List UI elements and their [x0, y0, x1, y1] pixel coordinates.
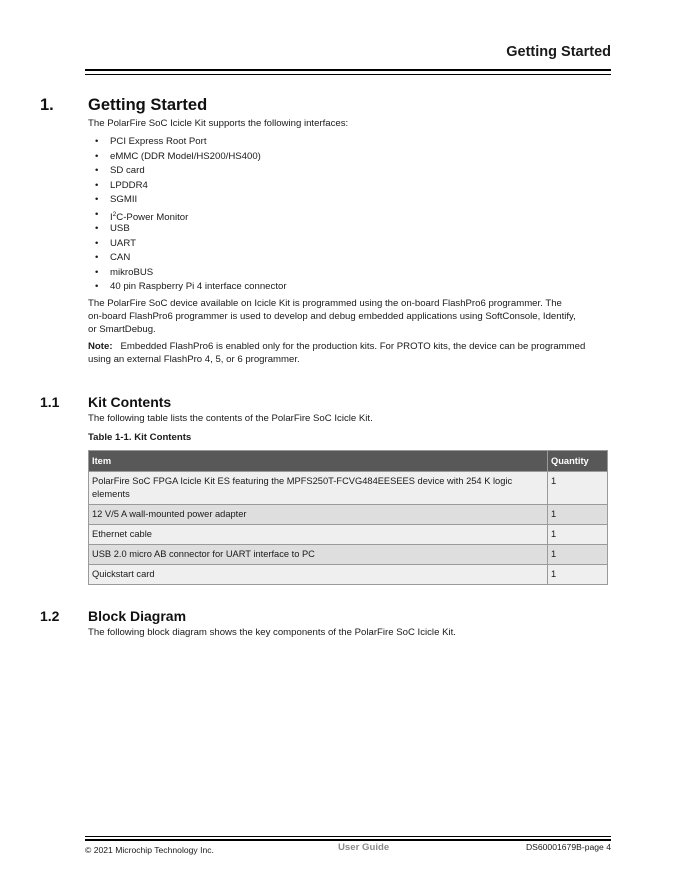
item-cell: Quickstart card — [89, 565, 548, 585]
header-rule-thick — [85, 69, 611, 71]
list-item: • LPDDR4 — [95, 179, 148, 191]
item-cell: USB 2.0 micro AB connector for UART interface to PC — [89, 545, 548, 565]
footer-rule-thick — [85, 839, 611, 841]
section-number: 1.1 — [40, 394, 60, 410]
list-item: • SGMII — [95, 194, 138, 205]
list-item: • UART — [95, 237, 136, 249]
table-row — [89, 472, 608, 505]
note-label: Note: — [88, 341, 113, 352]
quantity-cell: 1 — [548, 565, 608, 585]
quantity-cell: 1 — [548, 472, 608, 505]
quantity-cell: 1 — [548, 545, 608, 565]
section-title: Block Diagram — [88, 608, 187, 624]
table-row — [89, 505, 608, 525]
section-number: 1.2 — [40, 608, 60, 624]
list-item: • 40 pin Raspberry Pi 4 interface connector — [95, 281, 287, 292]
kit-contents-intro: The following table lists the contents of the PolarFire SoC Icicle Kit. — [88, 413, 373, 424]
interfaces-intro: The PolarFire SoC Icicle Kit supports the following interfaces: — [88, 118, 349, 129]
running-header-title: Getting Started — [506, 44, 611, 60]
column-header-quantity: Quantity — [548, 451, 608, 472]
item-cell: 12 V/5 A wall-mounted power adapter — [89, 505, 548, 525]
table-header-row — [89, 451, 608, 472]
table-row — [89, 565, 608, 585]
item-cell: Ethernet cable — [89, 525, 548, 545]
flashpro-paragraph: The PolarFire SoC device available on Icicle Kit is programmed using the on-board FlashPro6 programmer. The on-board FlashPro6 programmer is used to develop and debug embedded applications using SoftConsole, Identify, or SmartDebug. — [88, 298, 576, 335]
interfaces-list — [95, 135, 287, 295]
kit-contents-table — [88, 450, 608, 585]
quantity-cell: 1 — [548, 525, 608, 545]
list-item: • CAN — [95, 252, 131, 263]
table-row — [89, 525, 608, 545]
block-diagram-intro: The following block diagram shows the key components of the PolarFire SoC Icicle Kit. — [88, 627, 456, 638]
footer-page-number: DS60001679B-page 4 — [525, 842, 611, 852]
list-item: • SD card — [95, 165, 145, 176]
table-row — [89, 545, 608, 565]
note-block: Note: Embedded FlashPro6 is enabled only for the production kits. For PROTO kits, the device can be programmed using an external FlashPro 4, 5, or 6 programmer. — [88, 341, 586, 365]
footer-copyright: © 2021 Microchip Technology Inc. — [85, 845, 214, 855]
list-item: • $I^2C$-Power Monitor — [95, 208, 189, 223]
list-item: • eMMC (DDR Model/HS200/HS400) — [95, 150, 261, 162]
footer-doc-type: User Guide — [338, 842, 390, 853]
table-caption: Table 1-1. Kit Contents — [88, 432, 192, 443]
quantity-cell: 1 — [548, 505, 608, 525]
list-item: • PCI Express Root Port — [95, 136, 207, 147]
footer-rule-thin — [85, 836, 611, 837]
header-rule-thin — [85, 74, 611, 75]
section-title: Getting Started — [88, 96, 208, 114]
column-header-item: Item — [89, 451, 548, 472]
item-cell: PolarFire SoC FPGA Icicle Kit ES featuring the MPFS250T-FCVG484EESEES device with 254 K logic elements — [89, 472, 548, 505]
list-item: • USB — [95, 223, 130, 234]
list-item: • mikroBUS — [95, 266, 154, 278]
section-title: Kit Contents — [88, 394, 172, 410]
section-number: 1. — [40, 96, 54, 114]
